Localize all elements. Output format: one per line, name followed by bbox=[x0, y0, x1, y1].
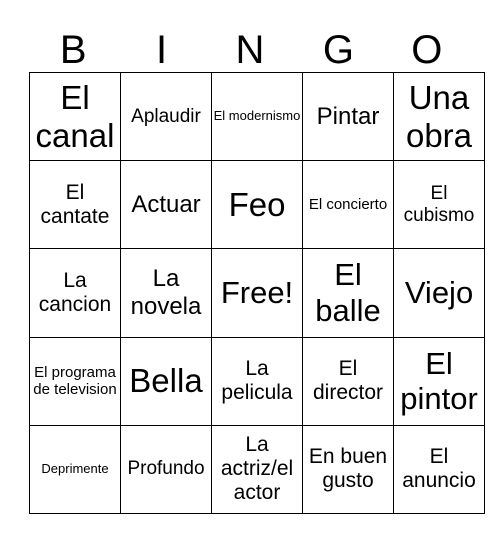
bingo-cell: El concierto bbox=[303, 161, 394, 249]
bingo-cell: El cantate bbox=[30, 161, 121, 249]
bingo-cell: El balle bbox=[303, 249, 394, 337]
card-row bbox=[30, 161, 485, 249]
header-letter-b: B bbox=[59, 28, 87, 72]
header-letter-g: G bbox=[322, 28, 354, 72]
card-row bbox=[30, 337, 485, 425]
bingo-cell: El canal bbox=[30, 73, 121, 161]
card-row bbox=[30, 425, 485, 513]
bingo-cell: Una obra bbox=[394, 73, 485, 161]
bingo-cell: Pintar bbox=[303, 73, 394, 161]
bingo-cell: La actriz/el actor bbox=[212, 425, 303, 513]
bingo-cell: El modernismo bbox=[212, 73, 303, 161]
bingo-cell: Actuar bbox=[121, 161, 212, 249]
bingo-cell: Profundo bbox=[121, 425, 212, 513]
bingo-cell: El anuncio bbox=[394, 425, 485, 513]
bingo-cell free-space: Free! bbox=[212, 249, 303, 337]
bingo-cell: El cubismo bbox=[394, 161, 485, 249]
card-row bbox=[30, 249, 485, 337]
header-letter-o: O bbox=[411, 28, 443, 72]
header-letter-n: N bbox=[235, 28, 265, 72]
bingo-cell: El director bbox=[303, 337, 394, 425]
bingo-cell: La novela bbox=[121, 249, 212, 337]
header-letter-i: I bbox=[156, 28, 168, 72]
bingo-cell: Aplaudir bbox=[121, 73, 212, 161]
bingo-cell: La cancion bbox=[30, 249, 121, 337]
bingo-cell: La pelicula bbox=[212, 337, 303, 425]
bingo-cell: Viejo bbox=[394, 249, 485, 337]
bingo-card bbox=[29, 72, 485, 514]
bingo-cell: El programa de television bbox=[30, 337, 121, 425]
bingo-cell: El pintor bbox=[394, 337, 485, 425]
bingo-cell: Feo bbox=[212, 161, 303, 249]
bingo-header bbox=[29, 28, 471, 72]
bingo-cell: Deprimente bbox=[30, 425, 121, 513]
bingo-cell: Bella bbox=[121, 337, 212, 425]
card-row bbox=[30, 73, 485, 161]
bingo-cell: En buen gusto bbox=[303, 425, 394, 513]
